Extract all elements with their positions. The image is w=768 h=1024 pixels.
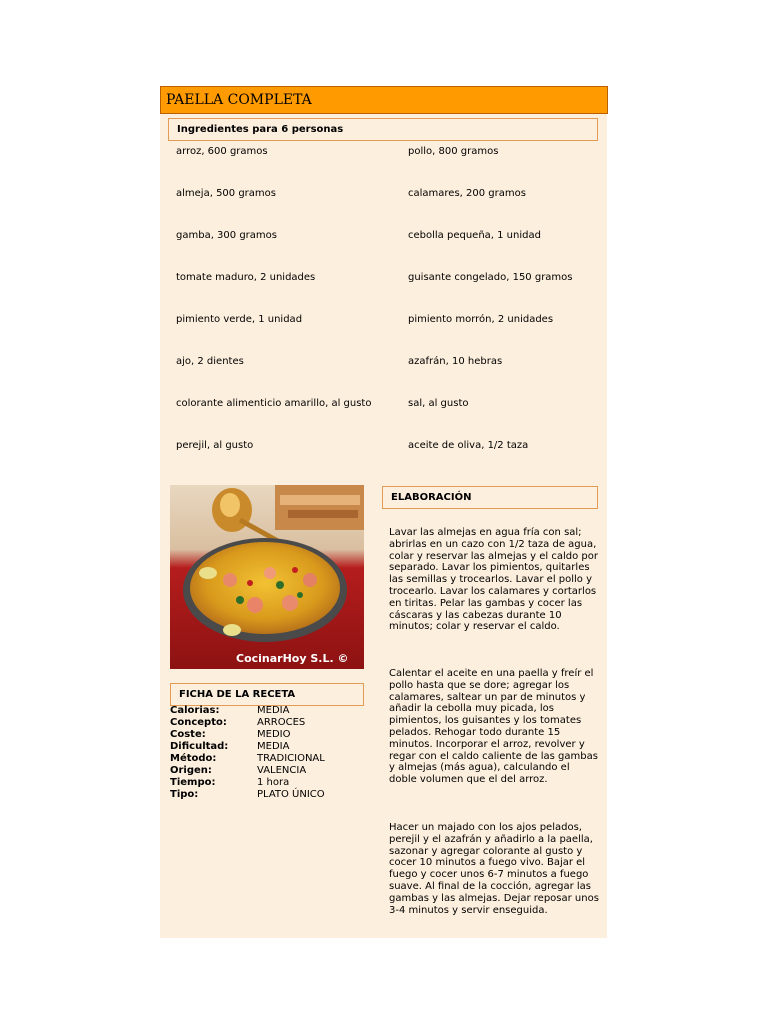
ingredient-item: almeja, 500 gramos: [176, 188, 276, 199]
ficha-label: Origen:: [170, 765, 212, 776]
ficha-label: Tiempo:: [170, 777, 216, 788]
ingredient-item: aceite de oliva, 1/2 taza: [408, 440, 529, 451]
photo-watermark: CocinarHoy S.L. ©: [236, 652, 349, 665]
ingredient-item: guisante congelado, 150 gramos: [408, 272, 573, 283]
ingredients-heading: [168, 118, 598, 141]
step-3: Hacer un majado con los ajos pelados, perejil y el azafrán y añadirlo a la paella, sazonar y agregar colorante al gusto y cocer 10 minutos a fuego vivo. Bajar el fuego y cocer unos 6-7 minutos a fuego suave. Al final de la cocción, agregar las gambas y las almejas. Dejar reposar unos 3-4 minutos y servir enseguida.: [389, 822, 599, 916]
ficha-value: PLATO ÚNICO: [257, 789, 325, 800]
ficha-value: ARROCES: [257, 717, 306, 728]
ingredient-item: arroz, 600 gramos: [176, 146, 268, 157]
ficha-value: VALENCIA: [257, 765, 307, 776]
ficha-value: 1 hora: [257, 777, 290, 788]
ingredients-heading-text: Ingredientes para 6 personas: [177, 124, 344, 135]
ficha-value: MEDIO: [257, 729, 291, 740]
ficha-label: Coste:: [170, 729, 206, 740]
ficha-value: MEDIA: [257, 741, 290, 752]
ingredient-item: pollo, 800 gramos: [408, 146, 499, 157]
ficha-label: Concepto:: [170, 717, 227, 728]
ficha-value: TRADICIONAL: [257, 753, 325, 764]
elaboracion-heading: [382, 486, 598, 509]
paella-image: [170, 485, 364, 669]
ingredient-item: azafrán, 10 hebras: [408, 356, 503, 367]
ingredient-item: sal, al gusto: [408, 398, 469, 409]
ingredient-item: perejil, al gusto: [176, 440, 254, 451]
ficha-heading-text: FICHA DE LA RECETA: [179, 689, 296, 700]
ficha-label: Método:: [170, 753, 217, 764]
recipe-title: PAELLA COMPLETA: [160, 86, 608, 114]
ingredient-item: pimiento morrón, 2 unidades: [408, 314, 554, 325]
ingredient-item: tomate maduro, 2 unidades: [176, 272, 316, 283]
ficha-heading: [170, 683, 364, 706]
ingredient-item: gamba, 300 gramos: [176, 230, 277, 241]
ficha-label: Tipo:: [170, 789, 199, 800]
ficha-label: Dificultad:: [170, 741, 229, 752]
elaboracion-heading-text: ELABORACIÓN: [391, 492, 472, 503]
ingredient-item: cebolla pequeña, 1 unidad: [408, 230, 541, 241]
paella-photo: [170, 485, 364, 669]
ingredient-item: colorante alimenticio amarillo, al gusto: [176, 398, 372, 409]
ingredient-item: ajo, 2 dientes: [176, 356, 244, 367]
step-1: Lavar las almejas en agua fría con sal; abrirlas en un cazo con 1/2 taza de agua, colar y reservar las almejas y el caldo por separado. Lavar los pimientos, quitarles las semillas y trocearlos. Lavar el pollo y trocearlo. Lavar los calamares y cortarlos en tiritas. Pelar las gambas y cocer las cáscaras y las cabezas durante 10 minutos; colar y reservar el caldo.: [389, 527, 598, 633]
step-2: Calentar el aceite en una paella y freír el pollo hasta que se dore; agregar los calamares, saltear un par de minutos y añadir la cebolla muy picada, los pimientos, los guisantes y los tomates pelados. Rehogar todo durante 15 minutos. Incorporar el arroz, revolver y regar con el caldo caliente de las gambas y almejas (más agua), calculando el doble volumen que el del arroz.: [389, 668, 598, 786]
ingredient-item: pimiento verde, 1 unidad: [176, 314, 303, 325]
ficha-value: MEDIA: [257, 705, 290, 716]
ingredient-item: calamares, 200 gramos: [408, 188, 526, 199]
ficha-label: Calorias:: [170, 705, 220, 716]
